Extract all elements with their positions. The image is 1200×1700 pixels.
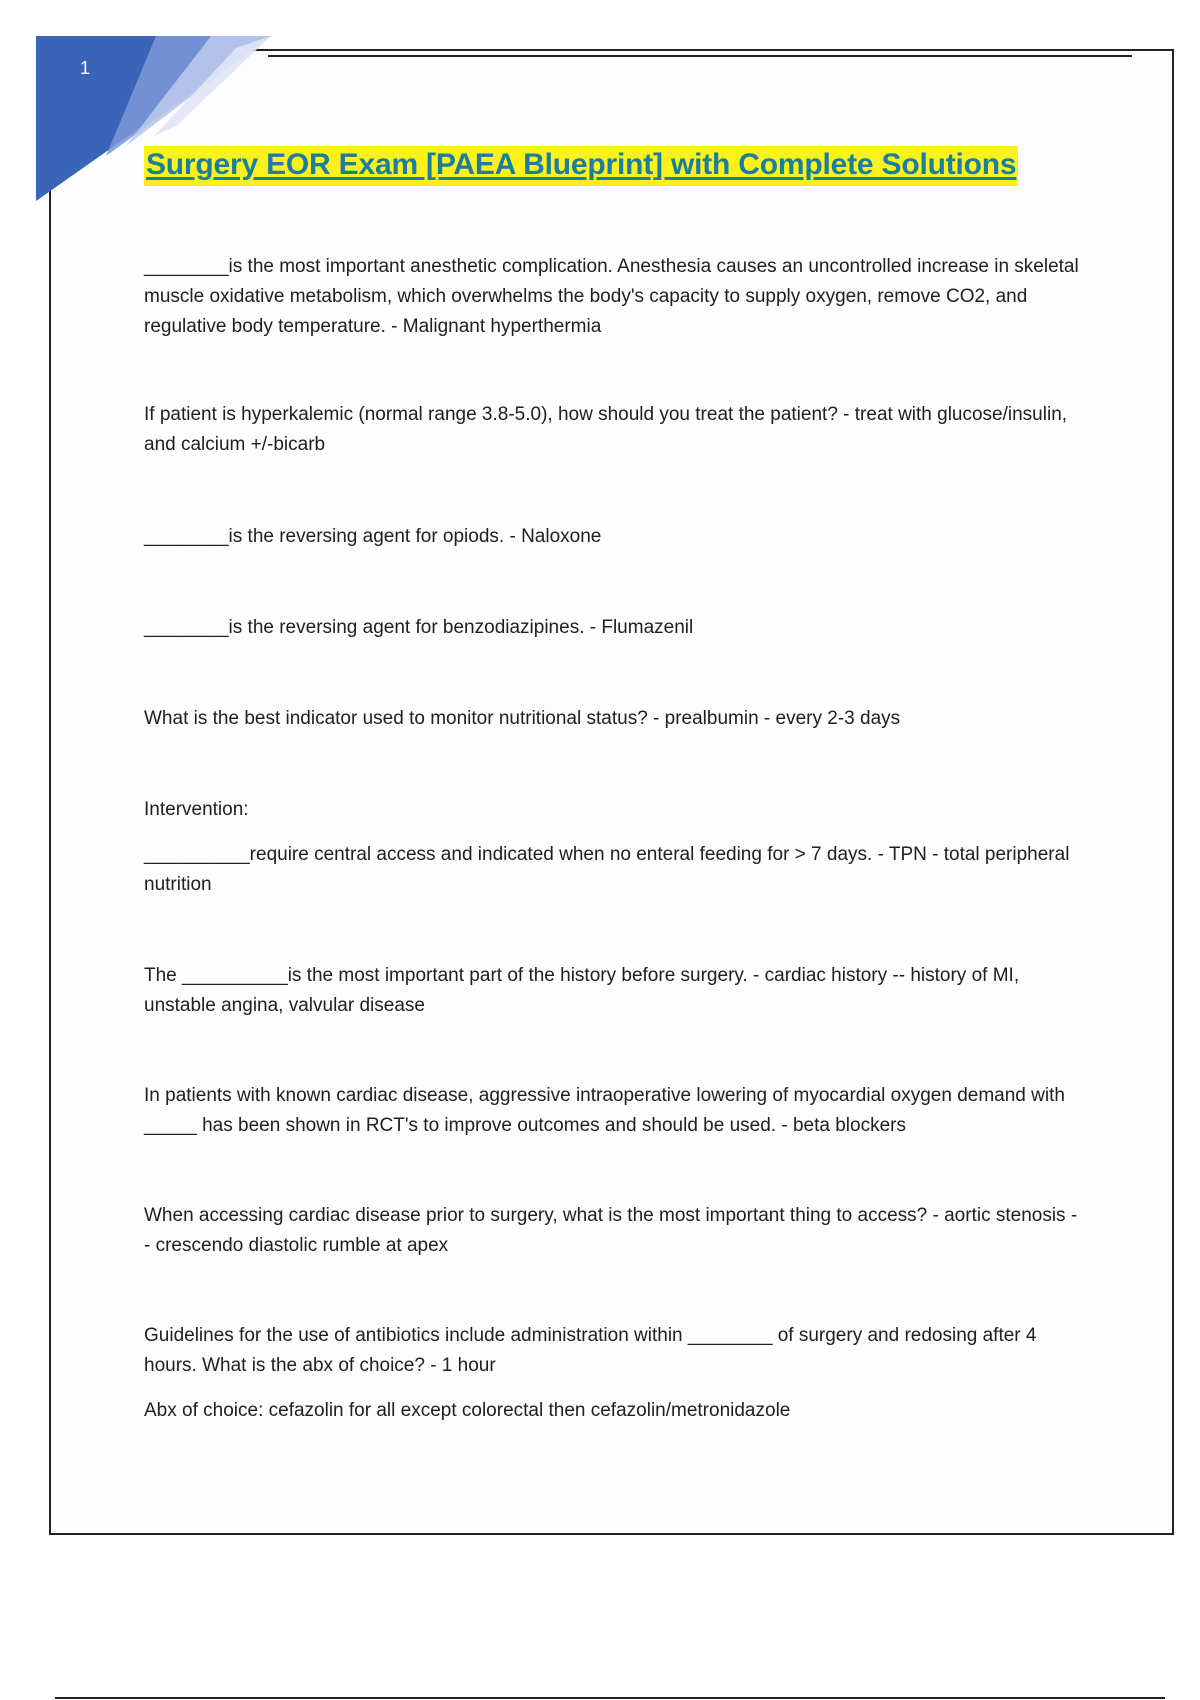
qa-item: ________is the reversing agent for opiods. - Naloxone — [144, 526, 602, 547]
qa-item: In patients with known cardiac disease, aggressive intraoperative lowering of myocardial oxygen demand with _____ has been shown in RCT's to improve outcomes and should be used. - beta blockers — [144, 1085, 1065, 1136]
qa-item: The __________is the most important part of the history before surgery. - cardiac history -- history of MI, unstable angina, valvular disease — [144, 965, 1020, 1016]
section-label: Intervention: — [144, 799, 249, 820]
qa-item: What is the best indicator used to monitor nutritional status? - prealbumin - every 2-3 days — [144, 708, 901, 729]
qa-item: If patient is hyperkalemic (normal range 3.8-5.0), how should you treat the patient? - treat with glucose/insulin, and calcium +/-bicarb — [144, 404, 1068, 455]
document-title: Surgery EOR Exam [PAEA Blueprint] with Complete Solutions — [144, 146, 1018, 186]
qa-item: ________is the reversing agent for benzodiazipines. - Flumazenil — [144, 617, 694, 638]
qa-item: ________is the most important anesthetic complication. Anesthesia causes an uncontrolled increase in skeletal muscle oxidative metabolism, which overwhelms the body's capacity to supply oxygen, remove CO2, and regulative body temperature. - Malignant hyperthermia — [144, 256, 1079, 337]
qa-item: Guidelines for the use of antibiotics include administration within ________ of surgery and redosing after 4 hours. What is the abx of choice? - 1 hour — [144, 1325, 1037, 1376]
page-number: 1 — [80, 58, 91, 78]
qa-item: __________require central access and indicated when no enteral feeding for > 7 days. - TPN - total peripheral nutrition — [144, 844, 1070, 895]
next-page-rule — [55, 1697, 1165, 1699]
qa-item: When accessing cardiac disease prior to surgery, what is the most important thing to access? - aortic stenosis -- crescendo diastolic rumble at apex — [144, 1205, 1078, 1256]
header-rule — [268, 55, 1132, 57]
qa-item: Abx of choice: cefazolin for all except colorectal then cefazolin/metronidazole — [144, 1400, 791, 1421]
